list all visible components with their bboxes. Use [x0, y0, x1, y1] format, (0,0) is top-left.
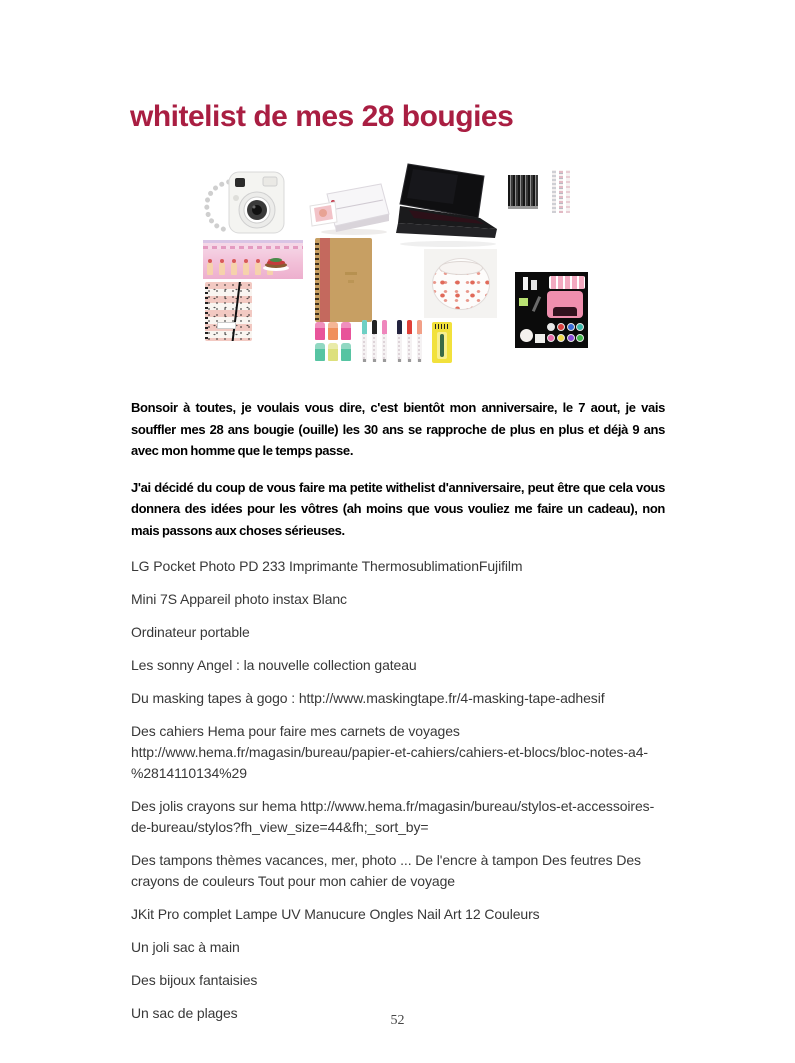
- product-collage: [0, 0, 795, 380]
- barcode-icon: [435, 324, 449, 329]
- washi-strips-image: [552, 170, 570, 213]
- instax-camera-image: [198, 169, 287, 237]
- page-number: 52: [390, 1013, 405, 1028]
- gel-pots-grid: [547, 323, 585, 344]
- pens-set-a-image: [362, 320, 392, 363]
- intro-paragraph-1: Bonsoir à toutes, je voulais vous dire, c'est bientôt mon anniversaire, le 7 aout, je vais souffler mes 28 ans bougie (ouille) les 30 ans se rapproche de plus en plus et déjà 9 ans avec mon homme que le temps passe.: [131, 400, 665, 458]
- wishlist-item: LG Pocket Photo PD 233 Imprimante ThermosublimationFujifilm: [131, 558, 523, 574]
- masking-tape-roll-image: [424, 249, 497, 318]
- wishlist-item: JKit Pro complet Lampe UV Manucure Ongles Nail Art 12 Couleurs: [131, 906, 540, 922]
- pencil-set-image: [508, 175, 538, 209]
- wishlist-item: Des bijoux fantaisies: [131, 972, 258, 988]
- wishlist-item: Des tampons thèmes vacances, mer, photo ... De l'encre à tampon Des feutres Des crayons de couleurs Tout pour mon cahier de voyage: [131, 852, 641, 889]
- kraft-notebook-image: [315, 238, 372, 322]
- wishlist-item: Ordinateur portable: [131, 624, 250, 640]
- wishlist-item: Un joli sac à main: [131, 939, 240, 955]
- wishlist-item: Un sac de plages: [131, 1005, 238, 1021]
- wishlist-item: Les sonny Angel : la nouvelle collection gateau: [131, 657, 417, 673]
- pens-set-b-image: [397, 320, 424, 363]
- article-body: [131, 397, 665, 1036]
- uv-lamp-icon: [547, 291, 583, 318]
- photo-printer-image: [308, 180, 392, 236]
- highlighters-image: [315, 322, 353, 364]
- page-title: whitelist de mes 28 bougies: [130, 100, 514, 133]
- wishlist-item: Des cahiers Hema pour faire mes carnets de voyages http://www.hema.fr/magasin/bureau/papier-et-cahiers/cahiers-et-blocs/bloc-notes-a4-%2814110134%29: [131, 723, 648, 781]
- pen-blister-image: [432, 322, 452, 363]
- wishlist-item: Des jolis crayons sur hema http://www.hema.fr/magasin/bureau/stylos-et-accessoires-de-bureau/stylos?fh_view_size=44&fh;_sort_by=: [131, 798, 655, 835]
- sonny-angel-banner-image: [203, 240, 303, 279]
- cake-icon: [263, 259, 289, 271]
- nail-kit-image: [515, 272, 588, 348]
- laptop-image: [396, 162, 501, 248]
- wishlist-item: Mini 7S Appareil photo instax Blanc: [131, 591, 347, 607]
- striped-notebook-image: [205, 282, 252, 341]
- intro-paragraph-2: J'ai décidé du coup de vous faire ma petite withelist d'anniversaire, peut être que cela vous donnera des idées pour les vôtres (ah moins que vous vouliez me faire un cadeau), non mais passons aux choses sérieuses.: [131, 479, 665, 538]
- wishlist-item: Du masking tapes à gogo : http://www.maskingtape.fr/4-masking-tape-adhesif: [131, 690, 605, 706]
